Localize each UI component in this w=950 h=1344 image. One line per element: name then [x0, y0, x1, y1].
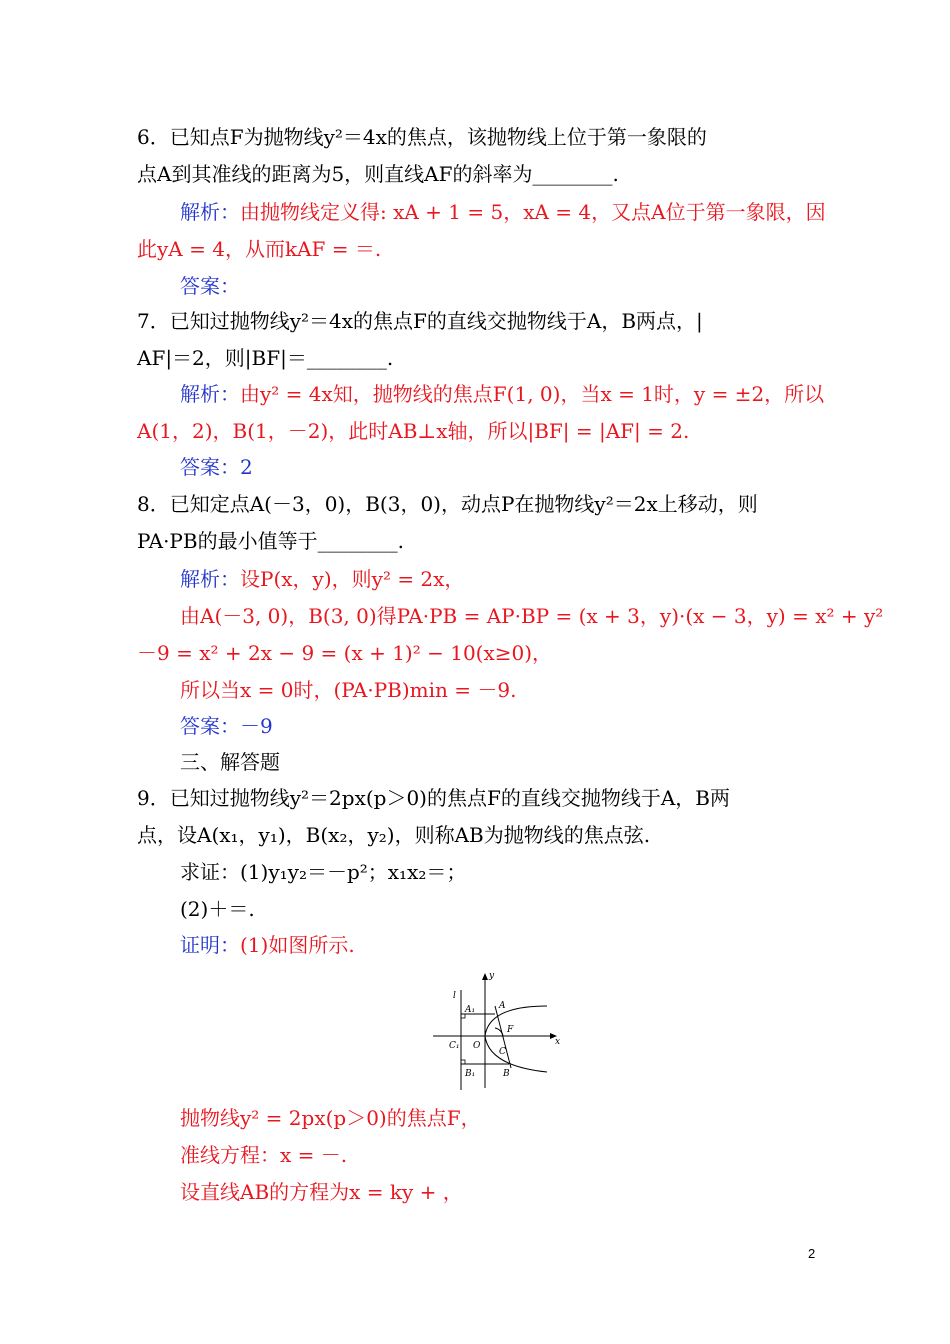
solution-label: 解析：: [180, 200, 240, 224]
label-x: x: [555, 1037, 561, 1047]
question-6-line-2: 点A到其准线的距离为5，则直线AF的斜率为________.: [137, 162, 619, 186]
parabola-curve: [485, 1006, 547, 1072]
question-8-solution-line-3: －9 = x² + 2x − 9 = (x + 1)² − 10(x≥0)，: [137, 641, 553, 665]
question-8-line-2: PA·PB的最小值等于________.: [137, 529, 404, 553]
circle-arc: [495, 1028, 503, 1036]
question-9-line-2: 点，设A(x₁，y₁)，B(x₂，y₂)，则称AB为抛物线的焦点弦.: [137, 823, 651, 847]
question-9-proof-line-3: 准线方程：x = －.: [180, 1143, 348, 1167]
label-a1: A₁: [465, 1005, 476, 1015]
focal-chord-ab: [495, 1006, 511, 1068]
question-8-answer: 答案：－9: [180, 714, 273, 738]
solution-text: 由y² = 4x知，抛物线的焦点F(1, 0)，当x = 1时，y = ±2，所以: [240, 382, 825, 406]
question-8-solution-line-4: 所以当x = 0时，(PA·PB)min = －9.: [180, 678, 517, 702]
question-8-line-1: 8．已知定点A(－3，0)，B(3，0)，动点P在抛物线y²＝2x上移动，则: [137, 492, 758, 516]
proof-label: 证明：: [180, 933, 240, 957]
question-8-solution-line-2: 由A(－3, 0)，B(3, 0)得PA·PB = AP·BP = (x + 3，y)·(x − 3，y) = x² + y²: [180, 604, 884, 628]
solution-text: 设P(x，y)，则y² = 2x，: [240, 567, 465, 591]
question-9-line-4: (2)＋＝.: [180, 897, 255, 921]
page-number: 2: [808, 1246, 816, 1261]
question-6-solution-line-2: 此yA = 4，从而kAF = ＝.: [137, 237, 382, 261]
solution-label: 解析：: [180, 382, 240, 406]
question-7-line-2: AF|＝2，则|BF|＝________.: [137, 346, 394, 370]
question-6-answer: 答案：: [180, 274, 240, 298]
proof-text: (1)如图所示.: [240, 933, 355, 957]
question-8-solution-line-1: [180, 565, 820, 593]
section-heading: 三、解答题: [180, 750, 280, 774]
question-7-solution-line-2: A(1，2)，B(1，－2)，此时AB⊥x轴，所以|BF| = |AF| = 2.: [137, 419, 690, 443]
solution-label: 解析：: [180, 567, 240, 591]
label-f: F: [507, 1025, 514, 1035]
label-l: l: [453, 991, 456, 1001]
question-9-line-3: 求证：(1)y₁y₂＝－p²；x₁x₂＝；: [180, 860, 467, 884]
label-o: O: [473, 1041, 481, 1051]
question-9-line-1: 9．已知过抛物线y²＝2px(p＞0)的焦点F的直线交抛物线于A，B两: [137, 786, 730, 810]
question-6-line-1: 6．已知点F为抛物线y²＝4x的焦点，该抛物线上位于第一象限的: [137, 125, 707, 149]
label-c: C: [499, 1047, 506, 1057]
question-9-proof-line-2: 抛物线y² = 2px(p＞0)的焦点F，: [180, 1106, 481, 1130]
question-6-solution-line-1: [180, 198, 826, 226]
question-7-line-1: 7．已知过抛物线y²＝4x的焦点F的直线交抛物线于A，B两点，|: [137, 309, 703, 333]
solution-text: 由抛物线定义得: xA + 1 = 5，xA = 4，又点A位于第一象限，因: [240, 200, 826, 224]
label-c1: C₁: [449, 1041, 460, 1051]
right-angle-mark-b1: [461, 1060, 465, 1064]
question-9-proof-line-4: 设直线AB的方程为x = ky + ，: [180, 1180, 463, 1204]
label-b1: B₁: [465, 1069, 476, 1079]
question-9-proof-line-1: [180, 931, 820, 959]
label-y: y: [489, 971, 495, 981]
question-7-solution-line-1: [180, 380, 825, 408]
label-a: A: [499, 1001, 506, 1011]
question-7-answer: 答案：2: [180, 455, 253, 479]
y-axis-arrow: [482, 973, 488, 980]
label-b: B: [503, 1069, 510, 1079]
parabola-diagram: [429, 968, 565, 1092]
